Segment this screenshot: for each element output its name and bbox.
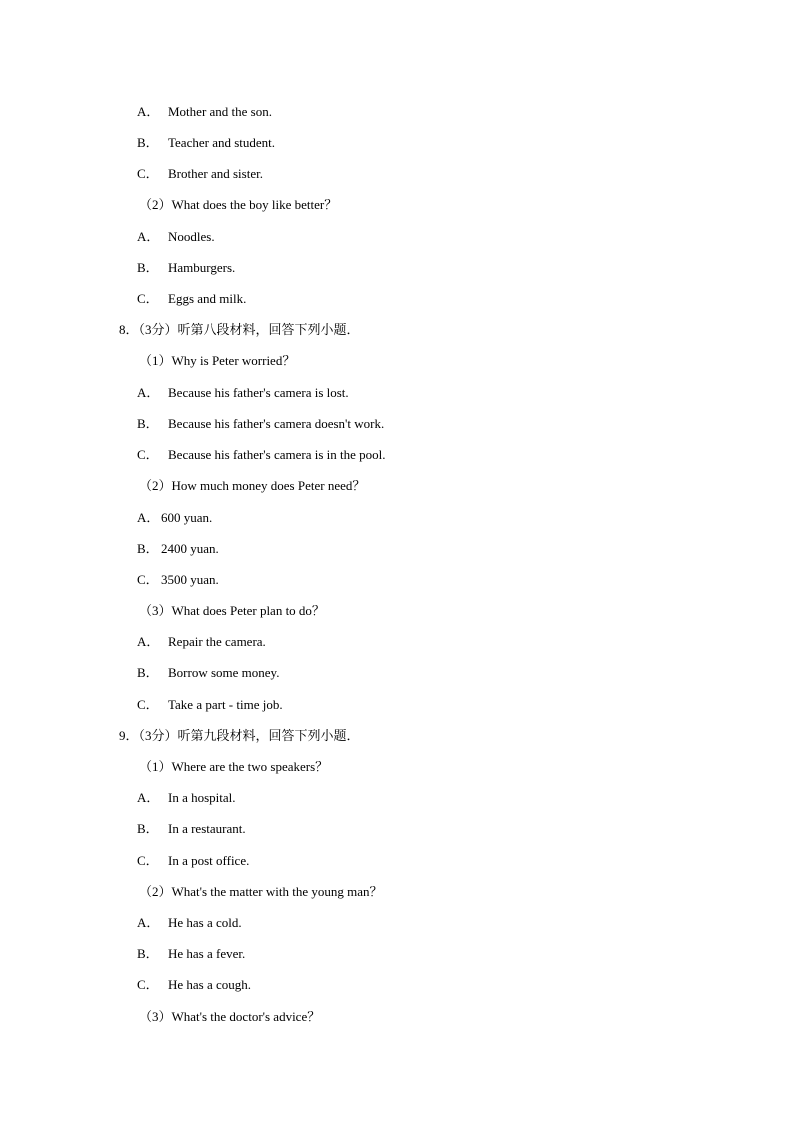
option-letter: C． [137,447,159,462]
option-letter: A． [137,510,160,525]
option-text: In a hospital. [168,790,236,805]
option-letter: A． [137,229,160,244]
sub-question: （1）Why is Peter worried？ [139,353,296,368]
option-letter: C． [137,291,159,306]
option-row [137,260,235,276]
option-row [137,135,275,151]
option-text: Borrow some money. [168,665,280,680]
option-letter: B． [137,416,159,431]
sub-question: （2）What's the matter with the young man？ [139,884,383,899]
option-row [137,946,245,962]
option-text: He has a cough. [168,977,252,992]
option-text: He has a cold. [168,915,242,930]
option-row [137,665,279,681]
option-row [137,416,384,432]
option-row [137,291,246,307]
question-heading: 8．（3分）听第八段材料，回答下列小题． [119,322,360,337]
option-letter: B． [137,260,159,275]
option-text: Mother and the son. [168,104,272,119]
option-letter: C． [137,166,159,181]
option-letter: A． [137,104,160,119]
option-letter: B． [137,665,159,680]
option-text: Noodles. [168,229,215,244]
question-heading: 9．（3分）听第九段材料，回答下列小题． [119,728,360,743]
option-letter: B． [137,135,159,150]
option-text: Eggs and milk. [168,291,247,306]
option-text: Brother and sister. [168,166,263,181]
option-text: In a post office. [168,853,250,868]
option-letter: A． [137,385,160,400]
option-text: 3500 yuan. [161,572,219,587]
option-letter: B． [137,821,159,836]
option-row [137,166,263,182]
option-row [137,510,212,526]
option-text: 2400 yuan. [161,541,219,556]
sub-question: （2）What does the boy like better？ [139,197,338,212]
option-letter: B． [137,946,159,961]
option-text: He has a fever. [168,946,246,961]
option-row [137,977,251,993]
option-row [137,447,386,463]
option-text: Because his father's camera is lost. [168,385,349,400]
sub-question: （1）Where are the two speakers？ [139,759,329,774]
sub-question: （3）What does Peter plan to do？ [139,603,325,618]
option-row [137,790,236,806]
option-letter: A． [137,915,160,930]
option-text: Teacher and student. [168,135,276,150]
option-row [137,541,219,557]
option-letter: B． [137,541,159,556]
option-letter: A． [137,790,160,805]
sub-question: （2）How much money does Peter need？ [139,478,366,493]
option-text: Take a part - time job. [168,697,283,712]
option-text: 600 yuan. [161,510,213,525]
option-row [137,821,246,837]
option-letter: C． [137,697,159,712]
option-text: Hamburgers. [168,260,236,275]
option-letter: C． [137,853,159,868]
option-row [137,634,266,650]
option-row [137,385,349,401]
option-row [137,697,283,713]
option-text: Because his father's camera doesn't work. [168,416,385,431]
option-text: In a restaurant. [168,821,246,836]
option-row [137,229,215,245]
option-letter: C． [137,977,159,992]
option-row [137,104,272,120]
option-row [137,915,242,931]
sub-question: （3）What's the doctor's advice？ [139,1009,321,1024]
option-letter: C． [137,572,159,587]
option-letter: A． [137,634,160,649]
option-text: Because his father's camera is in the pool. [168,447,386,462]
option-row [137,572,219,588]
option-text: Repair the camera. [168,634,266,649]
option-row [137,853,249,869]
